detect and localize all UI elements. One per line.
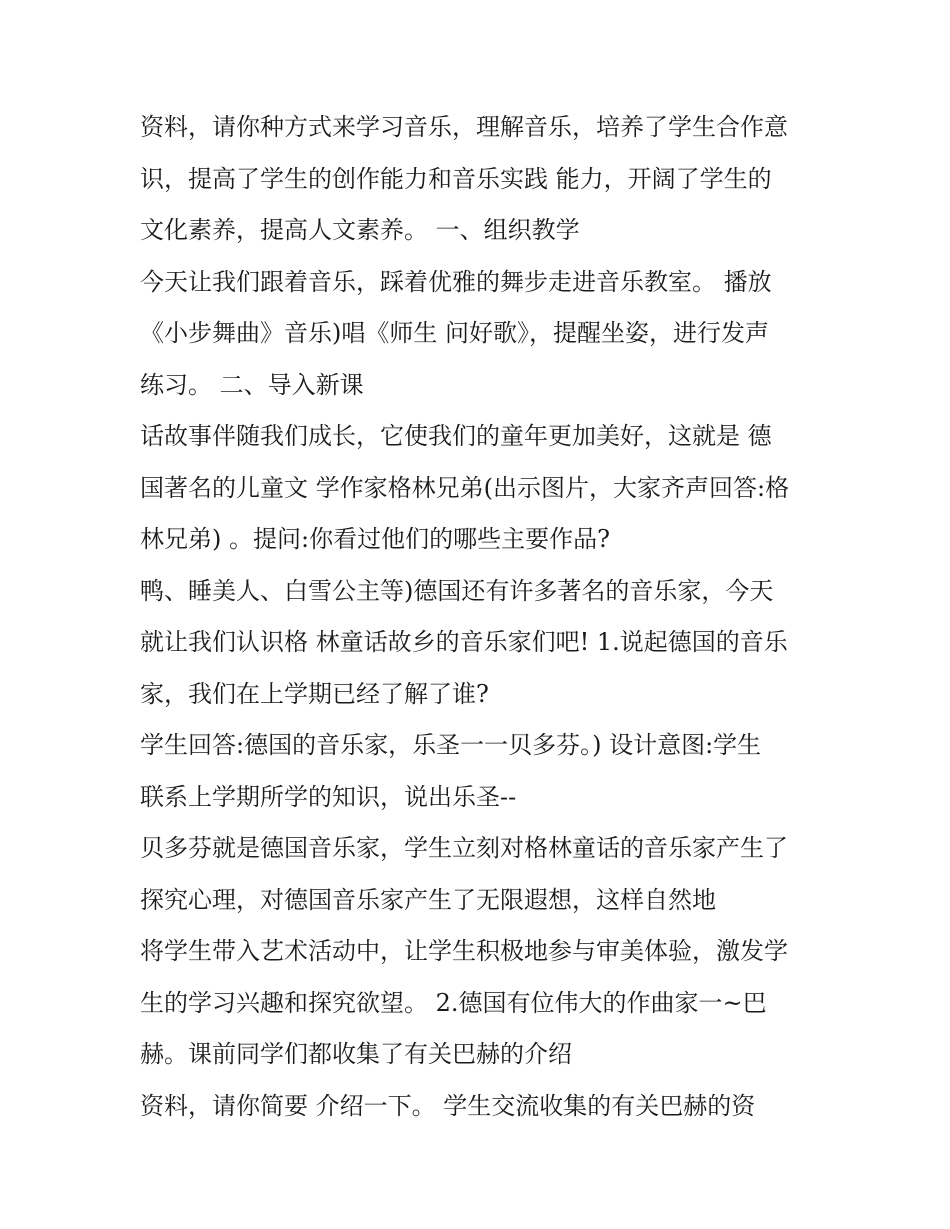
text-line-17: 将学生带入艺术活动中，让学生积极地参与审美体验，激发学 xyxy=(140,937,788,965)
text-line-13: 学生回答:德国的音乐家，乐圣一一贝多芬。) 设计意图:学生 xyxy=(140,731,762,759)
text-line-15: 贝多芬就是德国音乐家，学生立刻对格林童话的音乐家产生了 xyxy=(140,834,788,862)
text-line-1: 资料，请你种方式来学习音乐，理解音乐，培养了学生合作意 xyxy=(140,113,788,141)
text-line-11: 就让我们认识格 林童话故乡的音乐家们吧! 1.说起德国的音乐 xyxy=(140,628,788,656)
text-line-16: 探究心理，对德国音乐家产生了无限遐想，这样自然地 xyxy=(140,885,716,914)
text-line-20: 资料，请你简要 介绍一下。 学生交流收集的有关巴赫的资 xyxy=(140,1091,756,1120)
text-line-19: 赫。课前同学们都收集了有关巴赫的介绍 xyxy=(140,1040,572,1068)
text-line-10: 鸭、睡美人、白雪公主等)德国还有许多著名的音乐家，今天 xyxy=(140,576,774,605)
text-line-12: 家，我们在上学期已经了解了谁? xyxy=(140,679,489,708)
text-line-18: 生的学习兴趣和探究欲望。 2.德国有位伟大的作曲家一~巴 xyxy=(140,988,767,1017)
text-line-7: 话故事伴随我们成长，它使我们的童年更加美好，这就是 德 xyxy=(140,422,772,450)
text-line-2: 识，提高了学生的创作能力和音乐实践 能力，开阔了学生的 xyxy=(140,164,772,193)
text-line-4: 今天让我们跟着音乐，踩着优雅的舞步走进音乐教室。 播放 xyxy=(140,267,772,296)
text-line-9: 林兄弟) 。提问:你看过他们的哪些主要作品? xyxy=(140,525,610,553)
text-line-14: 联系上学期所学的知识，说出乐圣-- xyxy=(140,782,517,811)
text-line-3: 文化素养，提高人文素养。 一、组织教学 xyxy=(140,216,580,244)
text-line-8: 国著名的儿童文 学作家格林兄弟(出示图片，大家齐声回答:格 xyxy=(140,473,790,502)
body-text xyxy=(140,102,830,1132)
text-line-6: 练习。 二、导入新课 xyxy=(140,370,364,399)
text-line-5: 《小步舞曲》音乐)唱《师生 问好歌》，提醒坐姿，进行发声 xyxy=(140,319,769,347)
